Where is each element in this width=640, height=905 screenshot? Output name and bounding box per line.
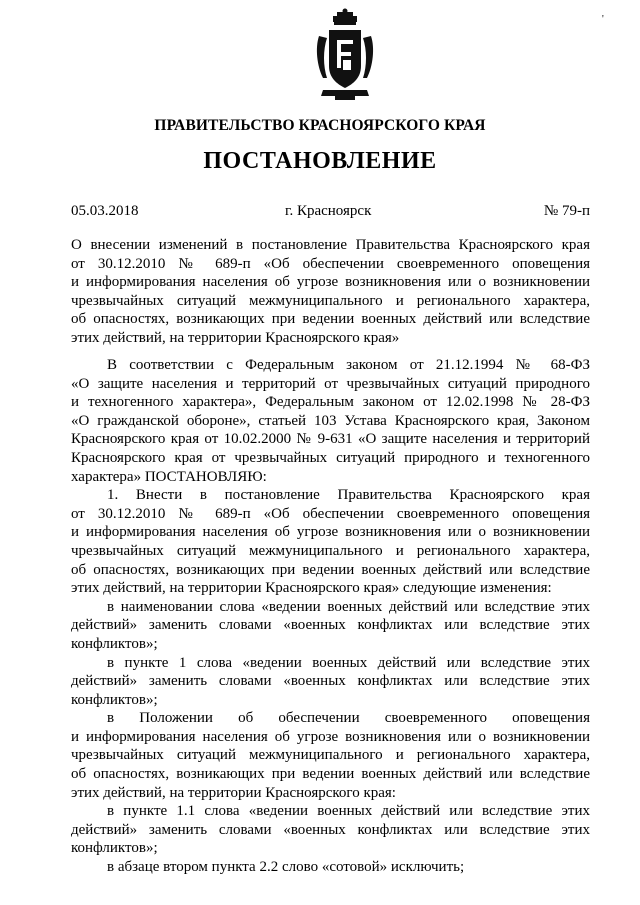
body-line: и информирования населения об угрозе возникновения или о возникновении [71, 524, 590, 541]
body-line: конфликтов»; [71, 691, 158, 708]
subject-line: этих действий, на территории Красноярского края» [71, 329, 400, 346]
body-line: от 30.12.2010 № 689-п «Об обеспечении своевременного оповещения [71, 505, 590, 522]
body-line: в Положении об обеспечении своевременного оповещения [107, 710, 590, 727]
body-line: Красноярского края от 10.02.2000 № 9-631 «О защите населения и территорий [71, 431, 590, 448]
corner-mark: ' [602, 14, 604, 25]
body-line: чрезвычайных ситуаций межмуниципального и регионального характера, [71, 747, 590, 764]
body-line: В соответствии с Федеральным законом от 21.12.1994 № 68-ФЗ [107, 357, 590, 373]
body-line: «О защите населения и территорий от чрезвычайных ситуаций природного [71, 375, 590, 392]
document-date: 05.03.2018 [71, 203, 139, 219]
body-line: в наименовании слова «ведении военных действий или вследствие этих [107, 598, 590, 615]
document-number: № 79-п [543, 203, 590, 219]
body-line: в пункте 1.1 слова «ведении военных действий или вследствие этих [107, 803, 590, 820]
body-line: об опасностях, возникающих при ведении военных действий или вследствие [71, 561, 590, 578]
body-line: характера» ПОСТАНОВЛЯЮ: [71, 468, 267, 485]
body-line: в абзаце втором пункта 2.2 слово «сотовой» исключить; [107, 859, 465, 876]
body-line: об опасностях, возникающих при ведении военных действий или вследствие [71, 766, 590, 783]
subject-line: об опасностях, возникающих при ведении военных действий или вследствие [71, 311, 590, 328]
body-line: конфликтов»; [71, 840, 158, 857]
body-line: чрезвычайных ситуаций межмуниципального и регионального характера, [71, 542, 590, 559]
subject-line: чрезвычайных ситуаций межмуниципального и регионального характера, [71, 292, 590, 309]
body-line: Красноярского края от чрезвычайных ситуаций природного и техногенного [71, 449, 590, 466]
document-body [71, 356, 590, 877]
organization-title: ПРАВИТЕЛЬСТВО КРАСНОЯРСКОГО КРАЯ [154, 117, 486, 134]
body-line: и техногенного характера», Федеральным законом от 12.02.1998 № 28-ФЗ [71, 394, 590, 411]
body-line: в пункте 1 слова «ведении военных действий или вследствие этих [107, 654, 590, 671]
body-line: и информирования населения об угрозе возникновения или о возникновении [71, 728, 590, 745]
body-line: действий» заменить словами «военных конфликтах или вследствие этих [71, 821, 590, 838]
body-line: действий» заменить словами «военных конфликтах или вследствие этих [71, 673, 590, 690]
document-type-title: ПОСТАНОВЛЕНИЕ [203, 148, 437, 174]
body-line: этих действий, на территории Красноярского края: [71, 784, 396, 801]
document-place: г. Красноярск [285, 203, 372, 219]
subject-line: от 30.12.2010 № 689-п «Об обеспечении своевременного оповещения [71, 255, 590, 272]
subject-line: О внесении изменений в постановление Правительства Красноярского края [71, 237, 590, 253]
subject-line: и информирования населения об угрозе возникновения или о возникновении [71, 274, 590, 291]
body-line: 1. Внести в постановление Правительства Красноярского края [107, 487, 590, 504]
body-line: этих действий, на территории Красноярского края» следующие изменения: [71, 580, 552, 597]
document-meta-row [71, 203, 590, 223]
body-line: «О гражданской обороне», статьей 103 Устава Красноярского края, Законом [71, 412, 590, 429]
coat-of-arms-icon [313, 8, 377, 104]
body-line: действий» заменить словами «военных конфликтах или вследствие этих [71, 617, 590, 634]
document-subject [71, 236, 590, 348]
body-line: конфликтов»; [71, 635, 158, 652]
